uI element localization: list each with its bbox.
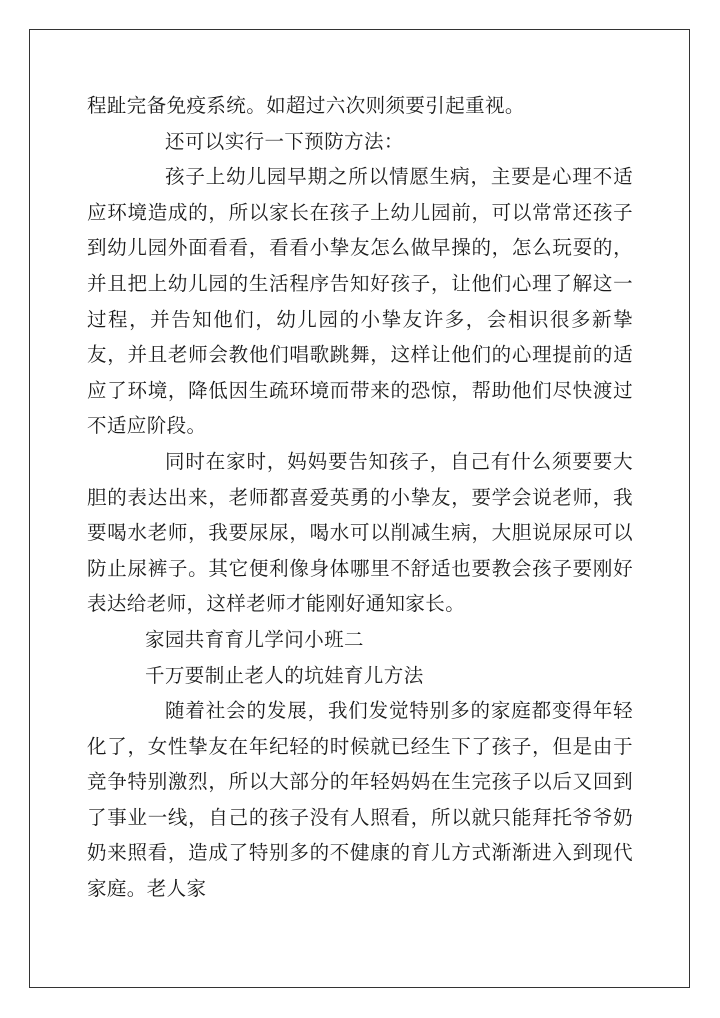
paragraph-society: 随着社会的发展，我们发觉特别多的家庭都变得年轻化了，女性挚友在年纪轻的时候就已经生下了孩子，但是由于竞争特别激烈，所以大部分的年轻妈妈在生完孩子以后又回到了事业一线，自己的孩子没有人照看，所以就只能拜托爷爷奶奶来照看，造成了特别多的不健康的育儿方式渐渐进入到现代家庭。老人家	[87, 699, 633, 901]
paragraph-prevention-intro: 还可以实行一下预防方法：	[165, 129, 404, 153]
section-subheading: 千万要制止老人的坑娃育儿方法	[145, 663, 424, 687]
paragraph-adaptation: 孩子上幼儿园早期之所以情愿生病，主要是心理不适应环境造成的，所以家长在孩子上幼儿园前，可以常常还孩子到幼儿园外面看看，看看小挚友怎么做早操的，怎么玩耍的，并且把上幼儿园的生活程序告知好孩子，让他们心理了解这一过程，并告知他们，幼儿园的小挚友许多，会相识很多新挚友，并且老师会教他们唱歌跳舞，这样让他们的心理提前的适应了环境，降低因生疏环境而带来的恐惊，帮助他们尽快渡过不适应阶段。	[87, 165, 633, 438]
section-heading: 家园共育育儿学问小班二	[145, 627, 364, 651]
paragraph-continuation: 程趾完备免疫系统。如超过六次则须要引起重视。	[87, 94, 525, 117]
document-body	[87, 88, 633, 907]
paragraph-home-advice: 同时在家时，妈妈要告知孩子，自己有什么须要要大胆的表达出来，老师都喜爱英勇的小挚友，要学会说老师，我要喝水老师，我要尿尿，喝水可以削减生病，大胆说尿尿可以防止尿裤子。其它便利像身体哪里不舒适也要教会孩子要刚好表达给老师，这样老师才能刚好通知家长。	[87, 449, 633, 616]
